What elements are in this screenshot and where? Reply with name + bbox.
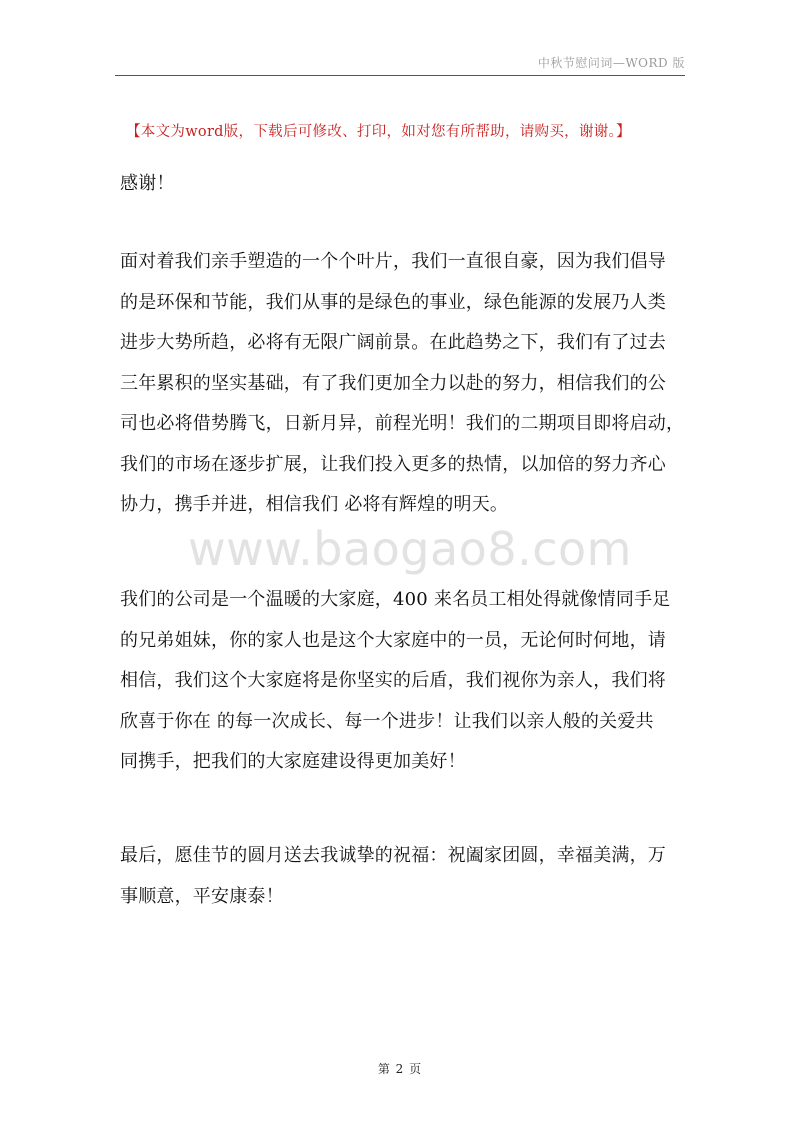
page-header-title: 中秋节慰问词—WORD 版: [537, 56, 685, 70]
paragraph-line: 同携手，把我们的大家庭建设得更加美好！: [120, 751, 466, 772]
paragraph-line: 协力，携手并进，相信我们 必将有辉煌的明天。: [120, 494, 509, 515]
paragraph-line: 欣喜于你在 的每一次成长、每一个进步！让我们以亲人般的关爱共: [120, 710, 654, 732]
paragraph-line: 的兄弟姐妹，你的家人也是这个大家庭中的一员，无论何时何地，请: [120, 629, 666, 651]
paragraph-line: 事顺意，平安康泰！: [120, 885, 284, 907]
watermark: www.baogao8.com: [188, 522, 632, 576]
document-notice: 【本文为word版，下载后可修改、打印，如对您有所帮助，请购买，谢谢。】: [126, 124, 631, 140]
paragraph-line: 司也必将借势腾飞，日新月异，前程光明！我们的二期项目即将启动，: [120, 413, 685, 434]
paragraph-line: 感谢！: [120, 173, 175, 194]
body-paragraph-1: [120, 242, 690, 526]
paragraph-line: 我们的市场在逐步扩展，让我们投入更多的热情，以加倍的努力齐心: [120, 453, 666, 475]
body-paragraph-3: [120, 836, 690, 917]
header-divider: [115, 75, 685, 76]
paragraph-line: 面对着我们亲手塑造的一个个叶片，我们一直很自豪，因为我们倡导: [120, 251, 666, 272]
body-paragraph-2: [120, 580, 690, 783]
paragraph-line: 最后，愿佳节的圆月送去我诚挚的祝福：祝阖家团圆，幸福美满，万: [120, 845, 666, 866]
paragraph-line: 三年累积的坚实基础，有了我们更加全力以赴的努力，相信我们的公: [120, 372, 666, 394]
page-number: 第 2 页: [377, 1062, 423, 1076]
paragraph-line: 的是环保和节能，我们从事的是绿色的事业，绿色能源的发展乃人类: [120, 291, 666, 313]
paragraph-line: 相信，我们这个大家庭将是你坚实的后盾，我们视你为亲人，我们将: [120, 670, 666, 691]
paragraph-line: 我们的公司是一个温暖的大家庭，400 来名员工相处得就像情同手足: [120, 589, 671, 610]
thanks-paragraph: [120, 164, 690, 205]
paragraph-line: 进步大势所趋，必将有无限广阔前景。在此趋势之下，我们有了过去: [120, 332, 666, 353]
